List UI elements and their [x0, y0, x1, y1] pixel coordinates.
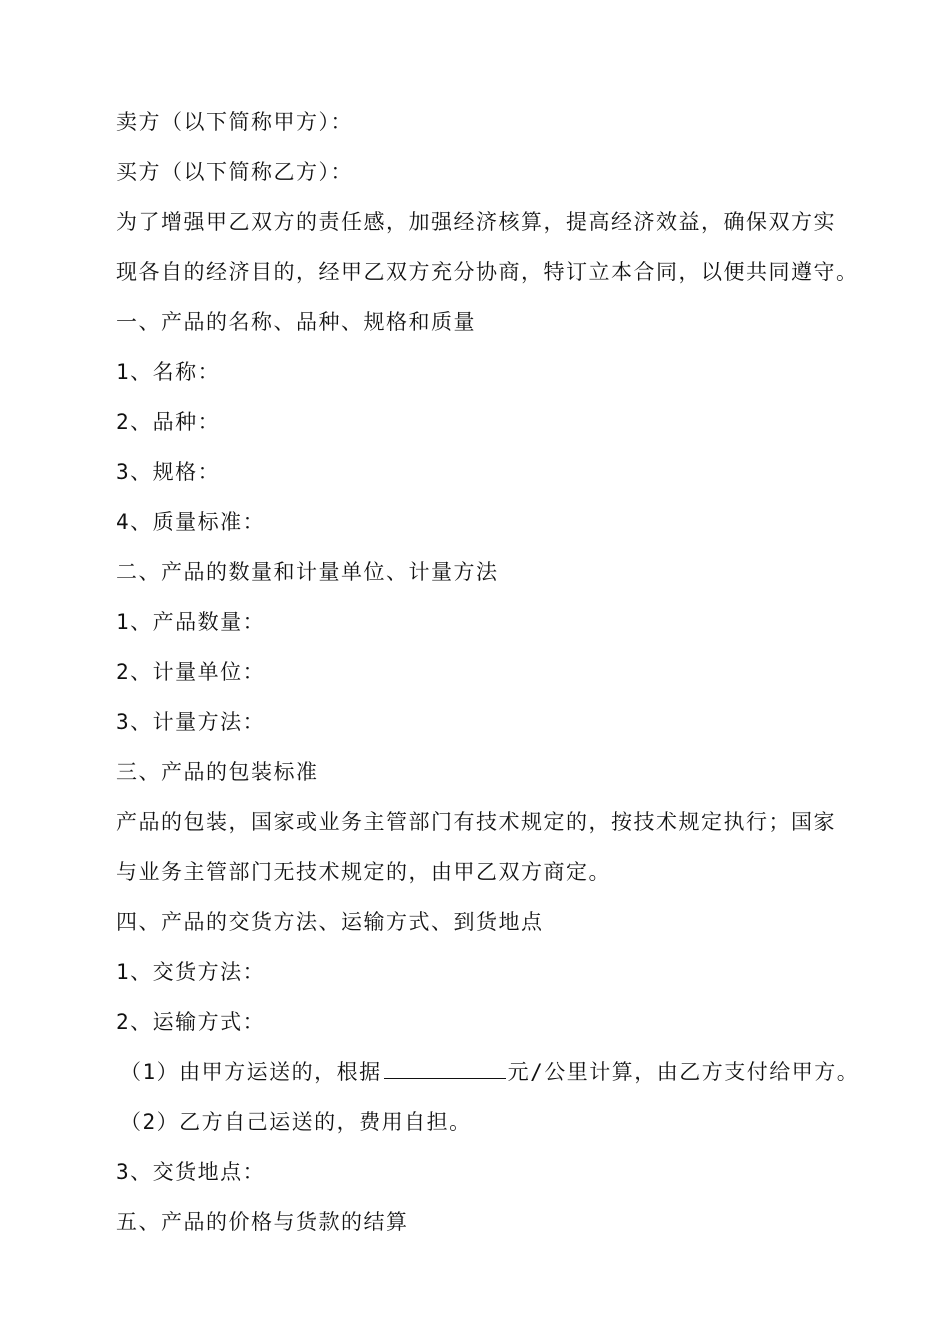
preamble-line-2: 现各自的经济目的，经甲乙双方充分协商，特订立本合同，以便共同遵守。	[116, 260, 859, 284]
transport-item-2: （2）乙方自己运送的，费用自担。	[120, 1110, 472, 1134]
section-three-heading: 三、产品的包装标准	[116, 760, 319, 784]
item-method: 3、计量方法：	[116, 710, 266, 734]
section-four-heading: 四、产品的交货方法、运输方式、到货地点	[116, 910, 544, 934]
item-name: 1、名称：	[116, 360, 221, 384]
section-five-heading: 五、产品的价格与货款的结算	[116, 1210, 409, 1234]
section-one-heading: 一、产品的名称、品种、规格和质量	[116, 310, 476, 334]
item-quality: 4、质量标准：	[116, 510, 266, 534]
delivery-method: 1、交货方法：	[116, 960, 266, 984]
seller-line: 卖方（以下简称甲方）：	[116, 110, 353, 134]
rate-blank[interactable]	[384, 1058, 506, 1079]
delivery-place: 3、交货地点：	[116, 1160, 266, 1184]
preamble-line-1: 为了增强甲乙双方的责任感，加强经济核算，提高经济效益，确保双方实	[116, 210, 836, 234]
item-spec: 3、规格：	[116, 460, 221, 484]
item-quantity: 1、产品数量：	[116, 610, 266, 634]
transport-item-1-after: 元/公里计算，由乙方支付给甲方。	[507, 1060, 860, 1084]
item-variety: 2、品种：	[116, 410, 221, 434]
item-unit: 2、计量单位：	[116, 660, 266, 684]
buyer-line: 买方（以下简称乙方）：	[116, 160, 353, 184]
transport-method: 2、运输方式：	[116, 1010, 266, 1034]
transport-item-1	[120, 1058, 859, 1086]
transport-item-1-before: （1）由甲方运送的，根据	[120, 1060, 382, 1084]
section-two-heading: 二、产品的数量和计量单位、计量方法	[116, 560, 499, 584]
packaging-line-1: 产品的包装，国家或业务主管部门有技术规定的，按技术规定执行；国家	[116, 810, 836, 834]
packaging-line-2: 与业务主管部门无技术规定的，由甲乙双方商定。	[116, 860, 611, 884]
